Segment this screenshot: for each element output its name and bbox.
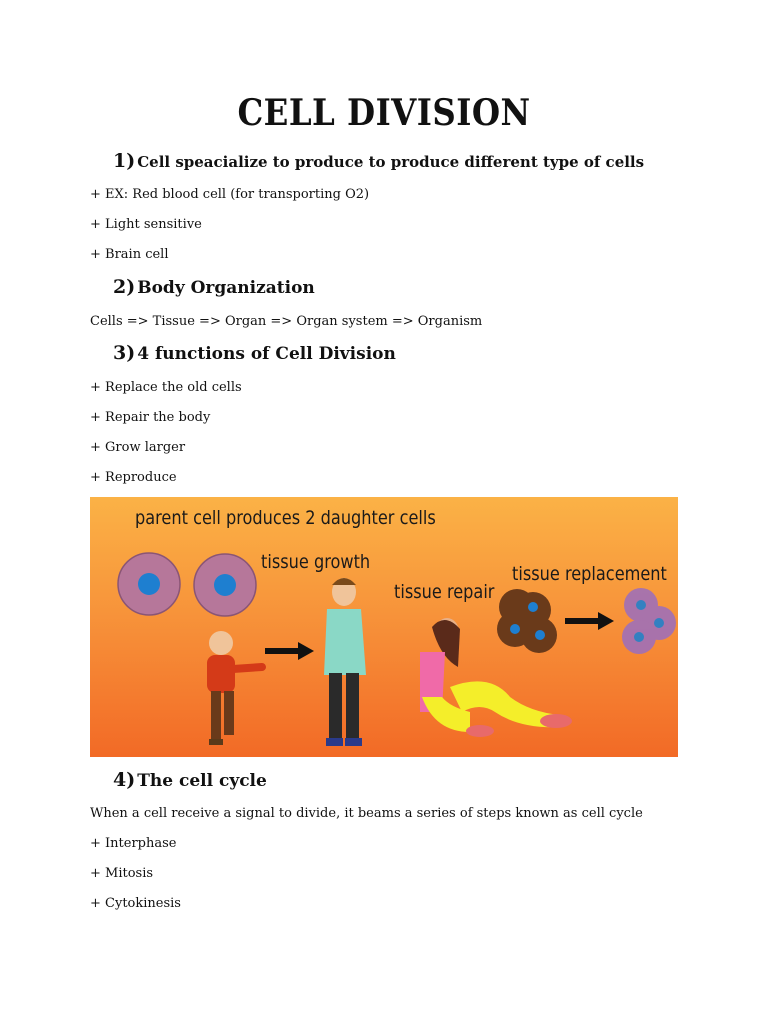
parent-cell-left	[118, 553, 180, 615]
section-2-heading	[113, 276, 315, 298]
section-number: 3)	[113, 342, 136, 364]
section-3-heading	[113, 342, 396, 364]
section-title: The cell cycle	[137, 771, 267, 791]
section-title: Cell speacialize to produce to produce different type of cells	[137, 153, 645, 171]
label-tissue-growth: tissue growth	[261, 551, 371, 573]
label-tissue-replacement: tissue replacement	[512, 563, 667, 585]
section-3-line-3: + Grow larger	[90, 440, 186, 455]
illustration-artwork	[90, 497, 678, 757]
label-parent-cell: parent cell produces 2 daughter cells	[135, 507, 436, 529]
page-title: CELL DIVISION	[237, 92, 531, 134]
section-number: 2)	[113, 276, 136, 298]
section-1-heading	[113, 150, 644, 172]
section-number: 4)	[113, 769, 136, 791]
section-4-line-4: + Cytokinesis	[90, 896, 181, 911]
section-2-line-1: Cells => Tissue => Organ => Organ system => Organism	[90, 314, 483, 329]
section-4-line-2: + Interphase	[90, 836, 177, 851]
dividing-cells	[497, 589, 557, 653]
cell-division-illustration	[90, 497, 678, 757]
section-3-line-2: + Repair the body	[90, 410, 211, 425]
section-4-line-1: When a cell receive a signal to divide, it beams a series of steps known as cell cycle	[90, 806, 643, 821]
section-4-heading	[113, 769, 267, 791]
section-3-line-1: + Replace the old cells	[90, 380, 242, 395]
parent-cell-right	[194, 554, 256, 616]
toddler-figure	[207, 631, 262, 745]
section-1-line-1: + EX: Red blood cell (for transporting O2)	[90, 187, 370, 202]
section-4-line-3: + Mitosis	[90, 866, 154, 881]
replacement-cells	[622, 588, 676, 654]
section-title: 4 functions of Cell Division	[137, 344, 396, 364]
section-title: Body Organization	[137, 278, 315, 298]
boy-figure	[324, 578, 366, 746]
section-3-line-4: + Reproduce	[90, 470, 177, 485]
label-tissue-repair: tissue repair	[394, 581, 495, 603]
section-number: 1)	[113, 150, 136, 172]
section-1-line-2: + Light sensitive	[90, 217, 202, 232]
section-1-line-3: + Brain cell	[90, 247, 169, 262]
